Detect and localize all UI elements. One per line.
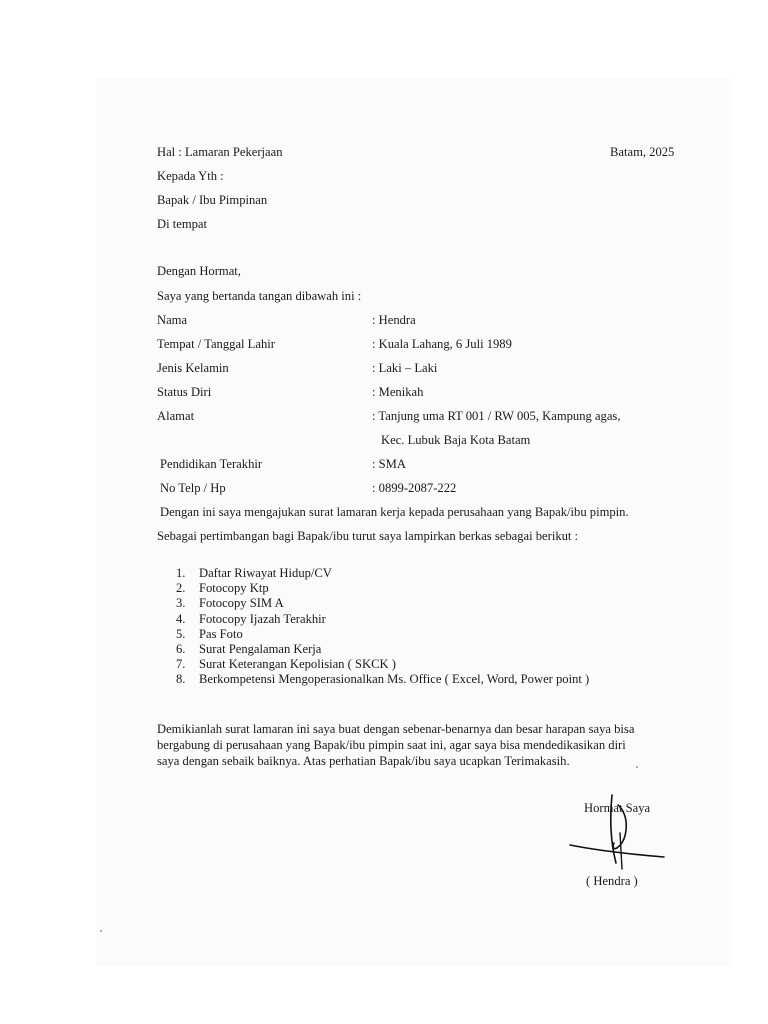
attachment-number: 4. bbox=[176, 611, 186, 626]
gender-value: : Laki – Laki bbox=[372, 361, 438, 375]
attachment-text: Fotocopy SIM A bbox=[199, 596, 284, 611]
scan-speck bbox=[100, 930, 102, 932]
statement-line-2: Sebagai pertimbangan bagi Bapak/ibu turut saya lampirkan berkas sebagai berikut : bbox=[157, 529, 579, 543]
to-line: Kepada Yth : bbox=[157, 169, 224, 183]
attachment-item bbox=[176, 566, 589, 581]
place-date: Batam, 2025 bbox=[610, 145, 675, 159]
statement-line-1: Dengan ini saya mengajukan surat lamaran kerja kepada perusahaan yang Bapak/ibu pimpin. bbox=[160, 505, 629, 519]
attachment-item bbox=[176, 612, 589, 627]
address-value-line2: Kec. Lubuk Baja Kota Batam bbox=[381, 433, 531, 447]
attachment-text: Fotocopy Ijazah Terakhir bbox=[199, 611, 326, 626]
attachment-number: 7. bbox=[176, 657, 186, 672]
birth-label: Tempat / Tanggal Lahir bbox=[157, 337, 275, 351]
attachment-text: Pas Foto bbox=[199, 626, 243, 641]
attachment-item bbox=[176, 596, 589, 611]
name-value: : Hendra bbox=[372, 313, 416, 327]
education-value: : SMA bbox=[372, 457, 406, 471]
attachment-text: Daftar Riwayat Hidup/CV bbox=[199, 566, 332, 580]
attachment-item bbox=[176, 581, 589, 596]
status-value: : Menikah bbox=[372, 385, 424, 399]
letter-subject: Hal : Lamaran Pekerjaan bbox=[157, 145, 283, 159]
attachment-item bbox=[176, 672, 589, 687]
attachment-number: 2. bbox=[176, 581, 186, 596]
address-value: : Tanjung uma RT 001 / RW 005, Kampung agas, bbox=[372, 409, 621, 423]
attachment-text: Fotocopy Ktp bbox=[199, 581, 269, 596]
closing-line-2: bergabung di perusahaan yang Bapak/ibu pimpin saat ini, agar saya bisa mendedikasikan diri bbox=[157, 738, 626, 752]
education-label: Pendidikan Terakhir bbox=[160, 457, 263, 471]
signer-name: ( Hendra ) bbox=[586, 874, 638, 888]
scan-speck bbox=[636, 766, 638, 768]
attachment-item bbox=[176, 627, 589, 642]
closing-line-3: saya dengan sebaik baiknya. Atas perhatian Bapak/ibu saya ucapkan Terimakasih. bbox=[157, 754, 570, 768]
handwritten-signature bbox=[560, 785, 670, 875]
attachment-number: 8. bbox=[176, 672, 186, 687]
attachment-number: 6. bbox=[176, 642, 186, 657]
birth-value: : Kuala Lahang, 6 Juli 1989 bbox=[372, 337, 512, 351]
attachment-text: Berkompetensi Mengoperasionalkan Ms. Office ( Excel, Word, Power point ) bbox=[199, 672, 590, 687]
recipient: Bapak / Ibu Pimpinan bbox=[157, 193, 268, 207]
gender-label: Jenis Kelamin bbox=[157, 361, 229, 375]
attachment-number: 3. bbox=[176, 596, 186, 611]
attachment-text: Surat Pengalaman Kerja bbox=[199, 642, 322, 657]
regards: Hormat Saya bbox=[584, 801, 651, 815]
attachment-text: Surat Keterangan Kepolisian ( SKCK ) bbox=[199, 657, 396, 672]
greeting: Dengan Hormat, bbox=[157, 264, 241, 278]
attachment-number: 5. bbox=[176, 626, 186, 641]
attachment-number: 1. bbox=[176, 566, 186, 580]
recipient-location: Di tempat bbox=[157, 217, 208, 231]
attachment-item bbox=[176, 657, 589, 672]
address-label: Alamat bbox=[157, 409, 195, 423]
phone-value: : 0899-2087-222 bbox=[372, 481, 457, 495]
attachment-item bbox=[176, 642, 589, 657]
intro-line: Saya yang bertanda tangan dibawah ini : bbox=[157, 289, 362, 303]
closing-line-1: Demikianlah surat lamaran ini saya buat dengan sebenar-benarnya dan besar harapan saya bisa bbox=[157, 722, 635, 736]
name-label: Nama bbox=[157, 313, 188, 327]
status-label: Status Diri bbox=[157, 385, 212, 399]
attachment-list bbox=[176, 566, 589, 688]
phone-label: No Telp / Hp bbox=[160, 481, 226, 495]
